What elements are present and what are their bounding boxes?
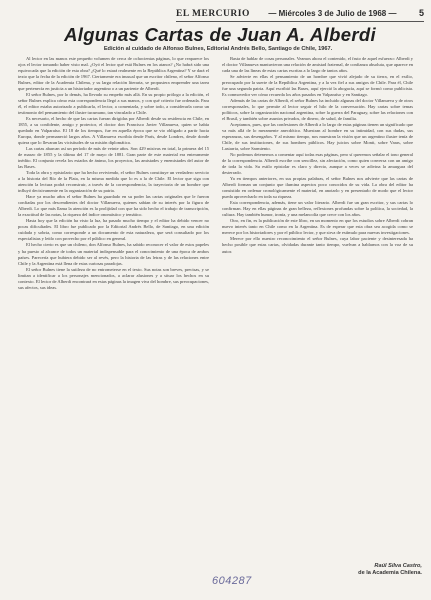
- paragraph: Se advierte en ellas el pensamiento de un hombre que vivió alejado de su tierra, en el exilio, preocupado por la suerte de la República Argentina, y a la vez fiel a sus amigos de Chile. Para él, Chile fue una segunda patria. Aquí escribió las Bases, aquí ejerció la abogacía, aquí se formó como publicista. Es conmovedor ver cómo recuerda los años pasados en Valparaíso y en Santiago.: [222, 74, 413, 98]
- article-subhead: Edición al cuidado de Alfonso Bulnes, Editorial Andrés Bello, Santiago de Chile, 1967.: [103, 46, 333, 52]
- paragraph: Las cartas abarcan así un período de más de veinte años. Son 429 misivas en total, la primera del 15 de marzo de 1855 y la última del 17 de mayo de 1881. Gran parte de este material era enteramente inédito. El conjunto revela los estados de ánimo, los proyectos, las amistades y enemistades del autor de las Bases.: [18, 146, 209, 170]
- masthead-rule: [176, 21, 424, 22]
- right-column: [222, 56, 413, 255]
- paragraph: Es necesario, el hecho de que las cartas fueran dirigidas por Alberdi desde su residencia en Chile, en 1855, a su confidente, amigo y protector, el doctor don Francisco Javier Villanueva, quien se había quedado en Valparaíso. El 18 de los tiempos, fue en aquella época que se vio obligado a partir hacia Europa, donde permaneció largos años. A Villanueva escribía desde París, desde Londres, desde donde quiera que lo llevaran las vicisitudes de su misión diplomática.: [18, 116, 209, 146]
- signature-author: Raúl Silva Castro,: [374, 563, 422, 569]
- paragraph: Merece por ello nuestro reconocimiento el señor Bulnes, cuya labor paciente y desinteresada ha hecho posible que estas cartas, olvidadas durante tanto tiempo, vuelvan a hablarnos con la voz de su autor.: [222, 236, 413, 254]
- paragraph: Aceptamos, pues, que las confesiones de Alberdi a lo largo de estas páginas tienen un significado que va más allá de lo meramente anecdótico. Muestran al hombre en su intimidad, con sus dudas, sus esperanzas, sus desengaños. Y al mismo tiempo, nos muestran la visión que un argentino ilustre tenía de Chile, de sus instituciones, de sus hombres públicos. Hay juicios sobre Montt, sobre Varas, sobre Lastarria, sobre Sarmiento.: [222, 122, 413, 152]
- signature-affiliation: de la Academia Chilena.: [358, 570, 422, 576]
- paragraph: Al lector en las manos este pequeño volumen de cerca de ochocientas páginas, lo que reaparece los ojos el lector tomando haber visto mal. ¿Oyó el lector qué está Bulnes en los atanos? ¿No habrá sido una equivocada que la edición de esta obra? ¿Qué lo estará realmente en la República Argentina? Y se dará el texto que la fecha de la edición de 1967. Ciertamente era inusual que un escritor chileno, el señor Alfonso Bulnes, editor de la Academia Chilena, y su larga relación literaria, se propusiera emprender una tarea que pertenecía en justicia a un historiador argentino o a un pariente de Alberdi.: [18, 56, 209, 92]
- paragraph: Basta de hablar de cosas personales. Veamos ahora el contenido, el fruto de aquel esfuerzo: Alberdi y el doctor Villanueva mantuvieron una relación de amistad fraternal, de confianza absoluta, que aparece en cada una de las líneas de estas cartas escritas a lo largo de tantos años.: [222, 56, 413, 74]
- paragraph: Otro, en fin, es la publicación de este libro, en un momento en que los estudios sobre Alberdi cobran nuevo interés tanto en Chile como en la Argentina. Es de esperar que esta obra sea acogida como se merece por los historiadores y por el público lector, y que sirva de estímulo para nuevas investigaciones.: [222, 218, 413, 236]
- left-column: [18, 56, 209, 291]
- paragraph: Ya en tiempos anteriores, en sus propias palabras, el señor Bulnes nos advierte que las cartas de Alberdi forman un conjunto que ilumina aspectos poco conocidos de su vida. La obra del editor ha consistido en ordenar cronológicamente el material, en anotarlo y en presentarlo de modo que el lector pueda aprovecharlo en toda su riqueza.: [222, 176, 413, 200]
- article-signature: [330, 563, 422, 577]
- publication-date: — Miércoles 3 de Julio de 1968 —: [268, 9, 397, 18]
- handwritten-catalog-number: 604287: [212, 575, 252, 587]
- paragraph: Esta correspondencia, además, tiene un valor literario. Alberdi fue un gran escritor, y sus cartas lo confirman. Hay en ellas páginas de gran belleza, reflexiones profundas sobre la política, la sociedad, la cultura. Hay también humor, ironía, y una melancolía que crece con los años.: [222, 200, 413, 218]
- paragraph: El señor Bulnes, por lo demás, ha llevado su empeño más allá. En su propio prólogo a la edición, el señor Bulnes explica cómo esta correspondencia llegó a sus manos, y con qué criterio fue ordenada. Para él, el editor estaba autorizado a publicarla, el lector, a comentarla, y sobre todo, a considerarla como un testimonio del pensamiento del ilustre tucumano, tan vinculado a Chile.: [18, 92, 209, 116]
- page-number: 5: [418, 8, 424, 18]
- paragraph: No podemos detenernos a comentar aquí todas esas páginas, pero sí queremos señalar el tono general de la correspondencia. Alberdi escribe con sencillez, sin afectación, como quien conversa con un amigo de toda la vida. Su estilo epistolar es claro y directo, aunque a veces se adivina la amargura del desterrado.: [222, 152, 413, 176]
- masthead: [176, 8, 424, 19]
- paragraph: El señor Bulnes tiene la sutileza de no entrometerse en el texto. Sus notas son breves, precisas, y se limitan a identificar a los personajes mencionados, a aclarar alusiones y a situar los hechos en su contexto. El lector de Alberdi encontrará en estas páginas la imagen viva del hombre, sus preocupaciones, sus afectos, sus ideas.: [18, 266, 209, 290]
- paragraph: Hasta hoy que la edición ha visto la luz, ha pasado mucho tiempo y el editor ha debido vencer no pocas dificultades. El libro fue publicado por la Editorial Andrés Bello, de Santiago, en una edición cuidada y sobria, como corresponde a un documento de esta naturaleza, que será consultado por los especialistas y leído con provecho por el público en general.: [18, 218, 209, 242]
- article-headline: Algunas Cartas de Juan A. Alberdi: [64, 24, 376, 45]
- paragraph: El hecho cierto es que un chileno, don Alfonso Bulnes, ha sabido reconocer el valor de estos papeles y ha puesto al alcance de todos un material indispensable para el conocimiento de una época de ambos países. Parecería que hubiera debido ser al revés, pero la historia de las letras y de las relaciones entre Chile y la Argentina está llena de estas curiosas paradojas.: [18, 242, 209, 266]
- paragraph: Hace ya mucho años el señor Bulnes ha guardado en su poder las cartas originales que le fueron confiadas por los descendientes del doctor Villanueva, quienes sabían de su interés por la figura de Alberdi. Lo que más llama la atención es la prolijidad con que ha sido hecho el trabajo de transcripción, la exactitud de las notas, la riqueza del índice onomástico y temático.: [18, 194, 209, 218]
- newspaper-name: EL MERCURIO: [176, 9, 250, 19]
- paragraph: Toda la obra y epistolario que ha hecho reviviendo, el señor Bulnes constituye un verdadero servicio a la historia del Río de la Plata, en la misma medida que lo es a la de Chile. El lector que siga con atención la lectura podrá reconstruir, a través de la correspondencia, la trayectoria de un hombre que influyó decisivamente en la organización de su patria.: [18, 170, 209, 194]
- paragraph: Además de las cartas de Alberdi, el señor Bulnes ha incluido algunas del doctor Villanueva y de otros corresponsales, lo que permite al lector seguir el hilo de la conversación. Hay cartas sobre temas políticos, sobre la organización nacional argentina, sobre la guerra del Paraguay, sobre las relaciones con el Brasil, y también sobre asuntos privados, de dinero, de salud, de familia.: [222, 98, 413, 122]
